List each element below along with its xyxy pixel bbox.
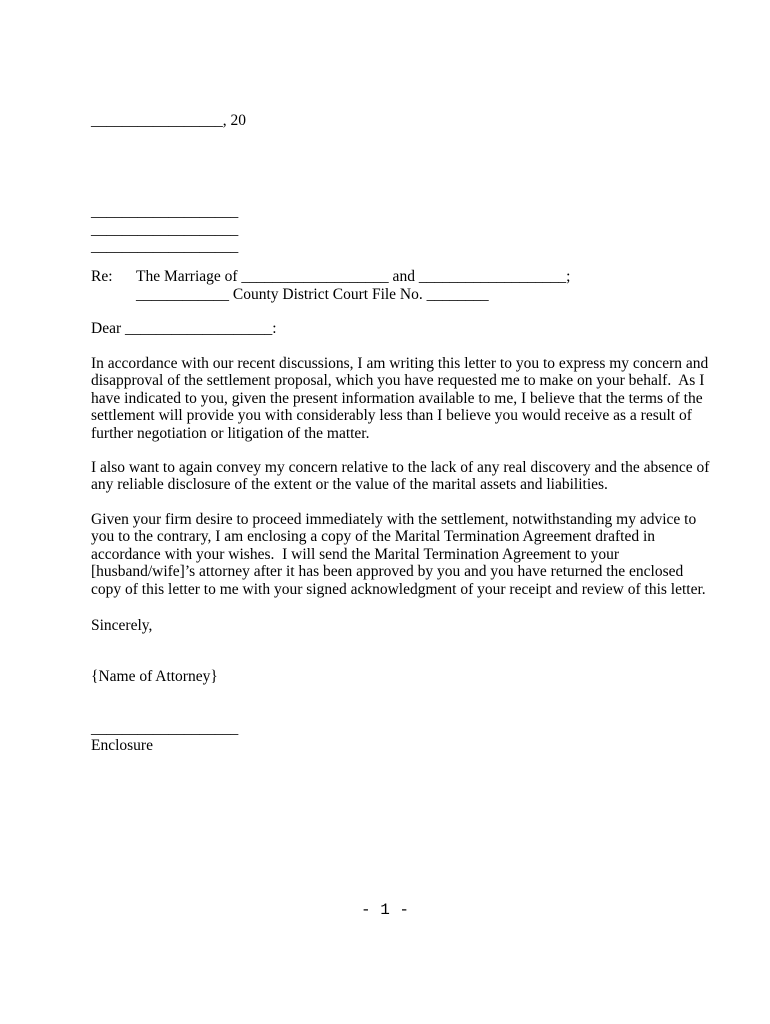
signature-name: {Name of Attorney} xyxy=(91,668,218,685)
page-number: - 1 - xyxy=(360,901,409,919)
paragraph-2-line: any reliable disclosure of the extent or the value of the marital assets and liabilities. xyxy=(91,476,608,494)
paragraph-1-line: further negotiation or litigation of the matter. xyxy=(91,424,370,442)
salutation: Dear ___________________: xyxy=(91,320,277,337)
enclosure-label: Enclosure xyxy=(91,737,153,754)
paragraph-1 xyxy=(91,355,709,442)
closing: Sincerely, xyxy=(91,617,153,634)
paragraph-2-line: I also want to again convey my concern relative to the lack of any real discovery and the absence of xyxy=(91,459,710,476)
date-line: _________________, 20 xyxy=(91,112,246,129)
paragraph-3-line: Given your firm desire to proceed immediately with the settlement, notwithstanding my advice to xyxy=(91,511,697,528)
paragraph-1-line: In accordance with our recent discussions, I am writing this letter to you to express my concern and xyxy=(91,355,709,372)
re-line-1: The Marriage of ___________________ and ___________________; xyxy=(136,268,571,285)
address-line-1: ___________________ xyxy=(91,203,239,220)
paragraph-3-line: [husband/wife]’s attorney after it has been approved by you and you have returned the enclosed xyxy=(91,563,684,581)
re-label: Re: xyxy=(91,268,113,285)
address-line-2: ___________________ xyxy=(91,221,239,238)
paragraph-1-line: disapproval of the settlement proposal, which you have requested me to make on your behalf. As I xyxy=(91,372,705,390)
paragraph-3-line: you to the contrary, I am enclosing a copy of the Marital Termination Agreement drafted in xyxy=(91,528,656,546)
paragraph-3-line: accordance with your wishes. I will send the Marital Termination Agreement to your xyxy=(91,545,620,563)
re-line-2: ____________ County District Court File No. ________ xyxy=(136,286,489,303)
address-line-3: ___________________ xyxy=(91,238,239,255)
signature-line: ___________________ xyxy=(91,720,239,737)
paragraph-1-line: settlement will provide you with considerably less than I believe you would receive as a result of xyxy=(91,407,692,425)
paragraph-1-line: have indicated to you, given the present information available to me, I believe that the terms of the xyxy=(91,389,703,407)
paragraph-3 xyxy=(91,511,706,598)
paragraph-3-line: copy of this letter to me with your signed acknowledgment of your receipt and review of this letter. xyxy=(91,580,706,598)
paragraph-2 xyxy=(91,459,710,494)
